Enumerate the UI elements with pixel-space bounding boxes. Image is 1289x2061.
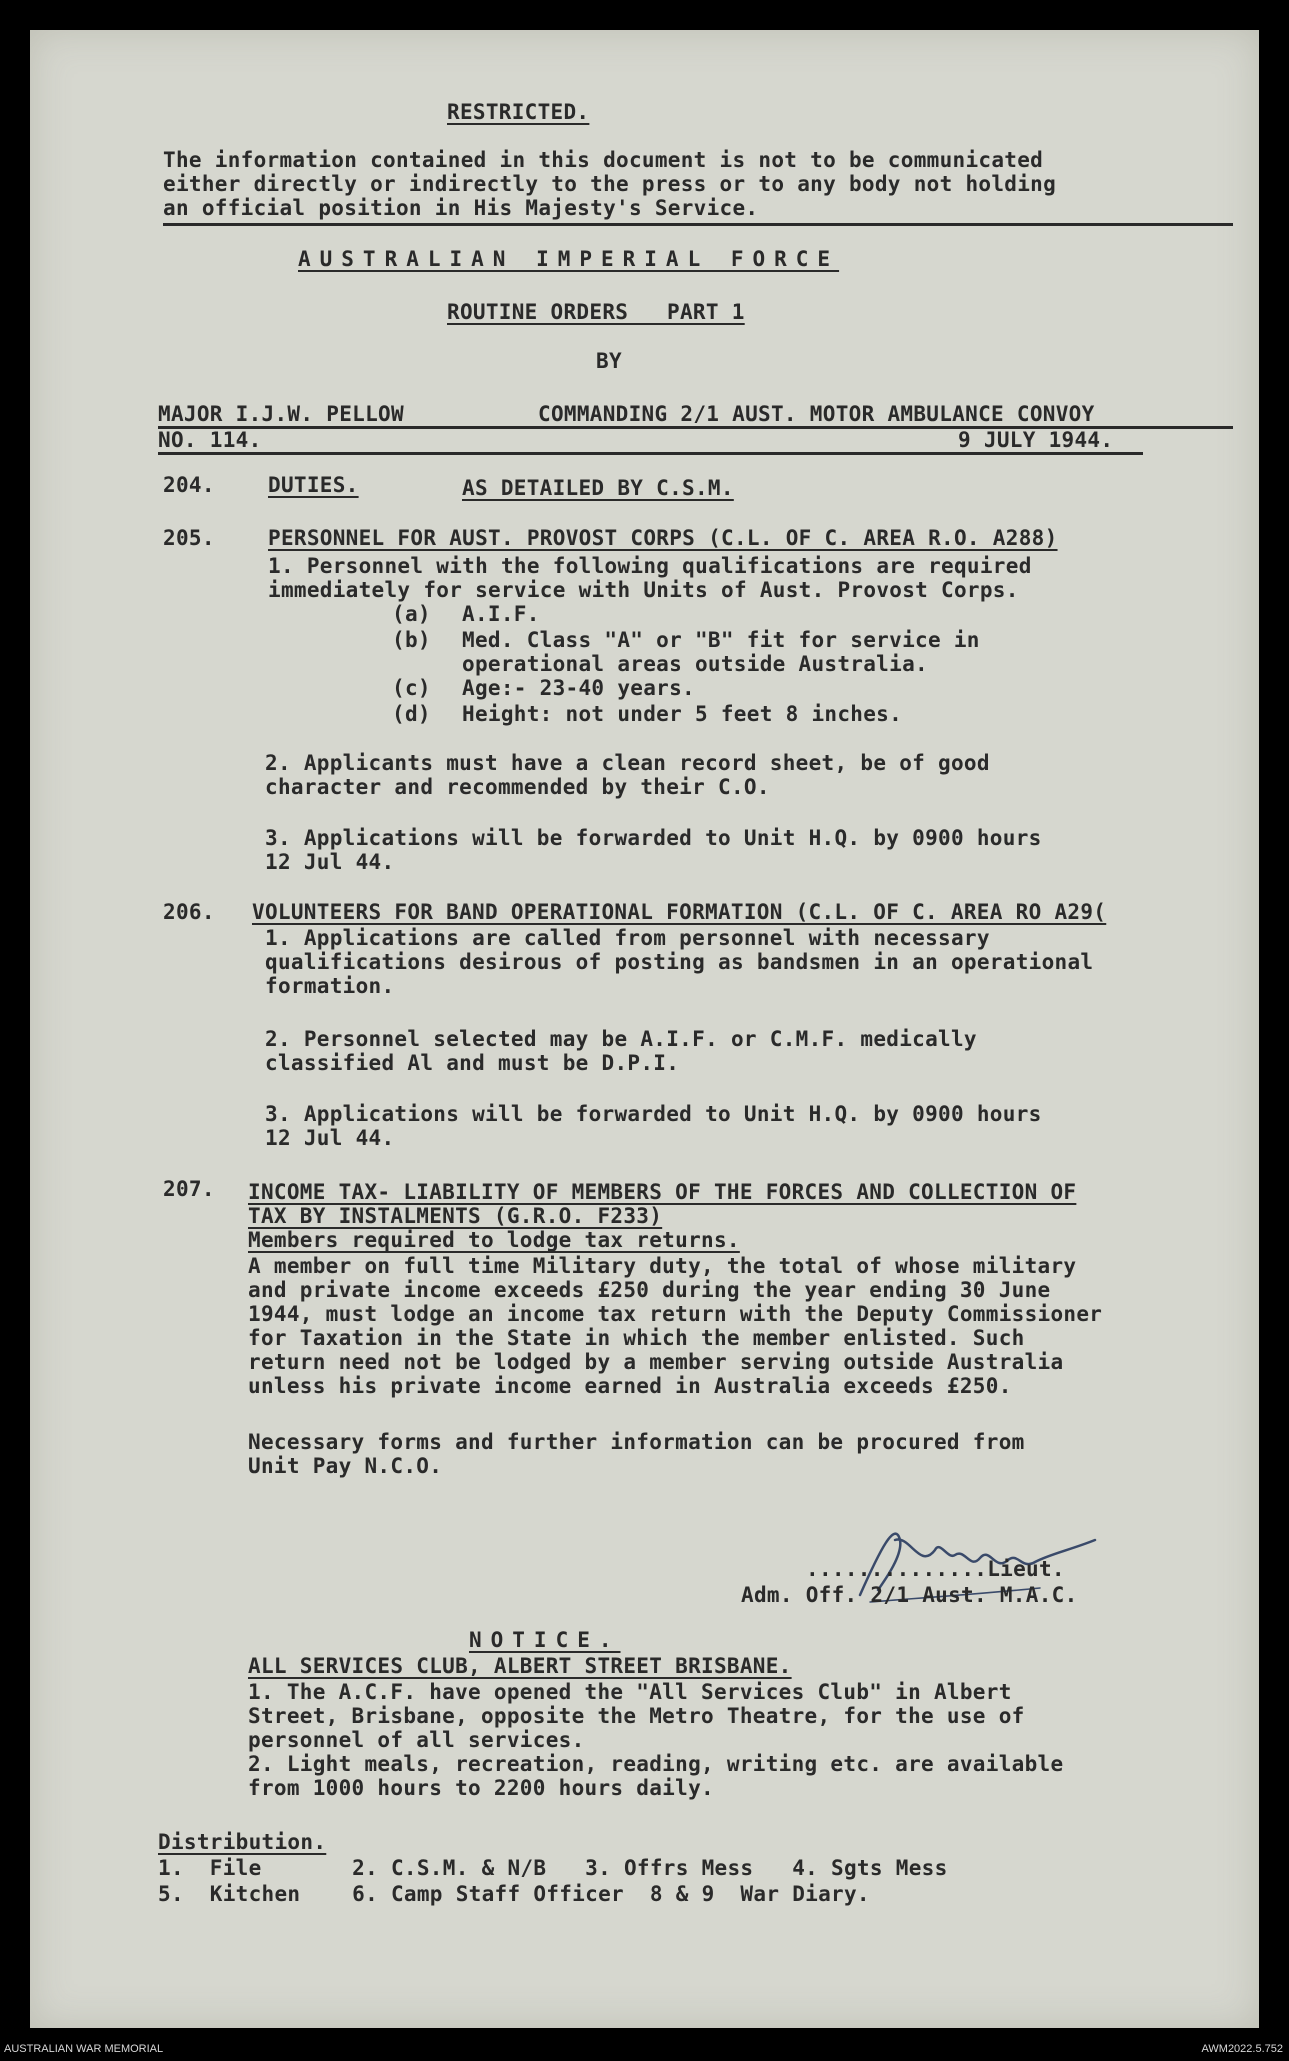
order-205-para2-line-2: character and recommended by their C.O. bbox=[265, 775, 770, 799]
order-205-item-d: Height: not under 5 feet 8 inches. bbox=[462, 702, 903, 726]
order-205-title: PERSONNEL FOR AUST. PROVOST CORPS (C.L. OF C. AREA R.O. A288) bbox=[268, 526, 1058, 550]
order-number: NO. 114. bbox=[158, 428, 262, 452]
order-206-para1-line-2: qualifications desirous of posting as bandsmen in an operational bbox=[265, 950, 1094, 974]
order-207-body-5: return need not be lodged by a member serving outside Australia bbox=[248, 1350, 1064, 1374]
order-205-number: 205. bbox=[163, 526, 215, 550]
order-205-para3-line-2: 12 Jul 44. bbox=[265, 850, 395, 874]
order-205-item-b: Med. Class "A" or "B" fit for service in bbox=[462, 628, 980, 652]
restricted-heading: RESTRICTED. bbox=[447, 100, 590, 124]
order-206-title: VOLUNTEERS FOR BAND OPERATIONAL FORMATION (C.L. OF C. AREA RO A29( bbox=[252, 900, 1107, 924]
order-206-para3-line-2: 12 Jul 44. bbox=[265, 1126, 395, 1150]
notice-line-3: personnel of all services. bbox=[248, 1728, 585, 1752]
signature-title: Adm. Off. 2/1 Aust. M.A.C. bbox=[741, 1583, 1078, 1607]
order-204-number: 204. bbox=[163, 473, 215, 497]
notice-line-1: The information contained in this document is not to be communicated bbox=[163, 148, 1044, 172]
order-207-body-4: for Taxation in the State in which the member enlisted. Such bbox=[248, 1326, 1025, 1350]
order-205-item-a-label: (a) bbox=[392, 602, 431, 626]
order-206-number: 206. bbox=[163, 900, 215, 924]
order-206-para3-line-1: 3. Applications will be forwarded to Unit H.Q. by 0900 hours bbox=[265, 1102, 1042, 1126]
by-label: BY bbox=[596, 349, 622, 373]
order-207-forms-1: Necessary forms and further information can be procured from bbox=[248, 1430, 1025, 1454]
order-205-item-b-label: (b) bbox=[392, 628, 431, 652]
notice-line-4: 2. Light meals, recreation, reading, writing etc. are available bbox=[248, 1752, 1064, 1776]
order-207-subtitle: Members required to lodge tax returns. bbox=[248, 1228, 740, 1252]
order-204-detail: AS DETAILED BY C.S.M. bbox=[462, 476, 734, 500]
date-rule bbox=[158, 452, 1143, 455]
distribution-row-2: 5. Kitchen 6. Camp Staff Officer 8 & 9 War Diary. bbox=[158, 1882, 870, 1906]
notice-heading: NOTICE. bbox=[469, 1628, 621, 1652]
header-rule bbox=[163, 223, 1233, 226]
notice-line-3: an official position in His Majesty's Service. bbox=[163, 196, 759, 220]
order-205-para2-line-1: 2. Applicants must have a clean record sheet, be of good bbox=[265, 751, 990, 775]
order-207-title-2: TAX BY INSTALMENTS (G.R.O. F233) bbox=[248, 1204, 663, 1228]
order-205-line-1: 1. Personnel with the following qualifications are required bbox=[268, 554, 1032, 578]
notice-line-2: either directly or indirectly to the press or to any body not holding bbox=[163, 172, 1057, 196]
order-207-body-1: A member on full time Military duty, the total of whose military bbox=[248, 1254, 1077, 1278]
order-206-para1-line-3: formation. bbox=[265, 974, 395, 998]
order-205-item-a: A.I.F. bbox=[462, 602, 540, 626]
order-205-item-c: Age:- 23-40 years. bbox=[462, 676, 695, 700]
order-207-title-1: INCOME TAX- LIABILITY OF MEMBERS OF THE FORCES AND COLLECTION OF bbox=[248, 1180, 1077, 1204]
order-205-item-d-label: (d) bbox=[392, 702, 431, 726]
notice-line-5: from 1000 hours to 2200 hours daily. bbox=[248, 1776, 714, 1800]
distribution-heading: Distribution. bbox=[158, 1830, 327, 1854]
order-204-title: DUTIES. bbox=[268, 473, 359, 497]
notice-title: ALL SERVICES CLUB, ALBERT STREET BRISBANE. bbox=[248, 1654, 792, 1678]
commanding-unit: COMMANDING 2/1 AUST. MOTOR AMBULANCE CONVOY bbox=[538, 402, 1095, 426]
order-205-item-c-label: (c) bbox=[392, 676, 431, 700]
routine-orders-title: ROUTINE ORDERS PART 1 bbox=[447, 300, 745, 324]
order-207-body-6: unless his private income earned in Australia exceeds £250. bbox=[248, 1374, 1012, 1398]
order-205-para3-line-1: 3. Applications will be forwarded to Unit H.Q. by 0900 hours bbox=[265, 826, 1042, 850]
order-207-forms-2: Unit Pay N.C.O. bbox=[248, 1454, 443, 1478]
notice-line-2: Street, Brisbane, opposite the Metro Theatre, for the use of bbox=[248, 1704, 1025, 1728]
order-206-para2-line-2: classified Al and must be D.P.I. bbox=[265, 1051, 680, 1075]
order-date: 9 JULY 1944. bbox=[958, 428, 1114, 452]
order-205-item-b-cont: operational areas outside Australia. bbox=[462, 652, 928, 676]
footer-source: AUSTRALIAN WAR MEMORIAL bbox=[4, 2043, 164, 2055]
order-207-number: 207. bbox=[163, 1177, 215, 1201]
order-207-body-3: 1944, must lodge an income tax return with the Deputy Commissioner bbox=[248, 1302, 1103, 1326]
order-206-para2-line-1: 2. Personnel selected may be A.I.F. or C.M.F. medically bbox=[265, 1027, 977, 1051]
signature-line: ..............Lieut. bbox=[806, 1557, 1065, 1581]
distribution-row-1: 1. File 2. C.S.M. & N/B 3. Offrs Mess 4. Sgts Mess bbox=[158, 1856, 948, 1880]
footer-reference: AWM2022.5.752 bbox=[1201, 2043, 1283, 2055]
major-name: MAJOR I.J.W. PELLOW bbox=[158, 402, 404, 426]
notice-line-1: 1. The A.C.F. have opened the "All Services Club" in Albert bbox=[248, 1680, 1012, 1704]
order-206-para1-line-1: 1. Applications are called from personnel with necessary bbox=[265, 926, 990, 950]
force-title: AUSTRALIAN IMPERIAL FORCE bbox=[298, 247, 840, 271]
order-207-body-2: and private income exceeds £250 during the year ending 30 June bbox=[248, 1278, 1051, 1302]
order-205-line-2: immediately for service with Units of Aust. Provost Corps. bbox=[268, 578, 1019, 602]
